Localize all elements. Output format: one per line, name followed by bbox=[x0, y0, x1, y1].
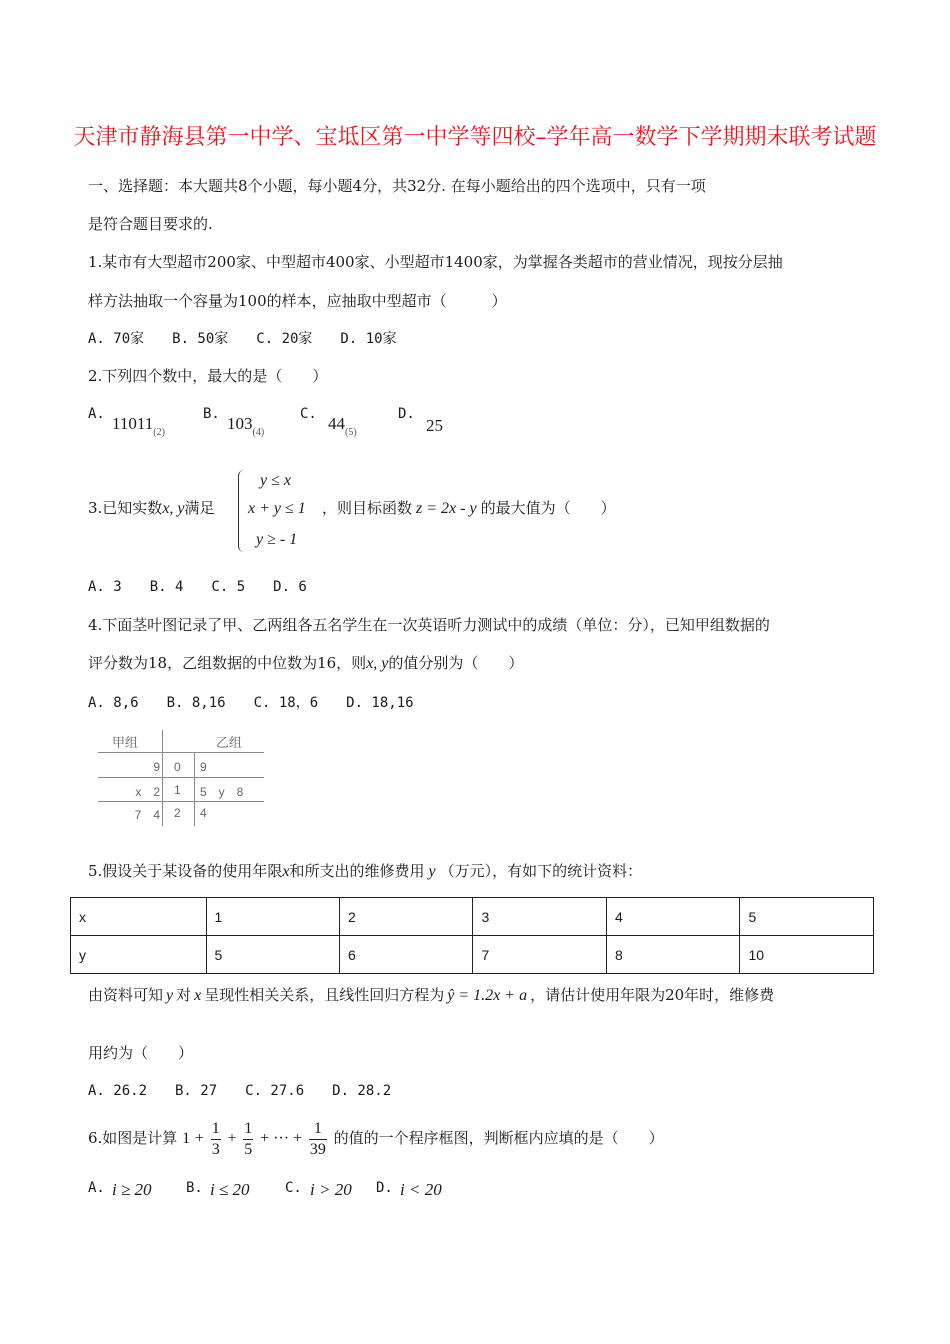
stem-leaf-stem: 2 bbox=[174, 806, 181, 820]
stem-leaf-divider bbox=[194, 752, 195, 826]
stem-leaf-right-leaves: 9 bbox=[200, 760, 207, 774]
fraction-numerator: 1 bbox=[243, 1119, 253, 1140]
table-cell: 6 bbox=[339, 936, 472, 974]
table-row bbox=[71, 898, 874, 936]
q6-plus: + bbox=[227, 1130, 237, 1147]
q2-option-a-value: 11011 bbox=[112, 414, 154, 433]
q6-line bbox=[88, 1118, 664, 1160]
q6-option-a-value: i ≥ 20 bbox=[112, 1180, 152, 1199]
stem-leaf-right-header: 乙组 bbox=[216, 735, 243, 750]
stem-leaf-rule bbox=[98, 777, 264, 778]
table-cell: 4 bbox=[606, 898, 739, 936]
q6-fraction-1-3 bbox=[211, 1119, 221, 1160]
table-cell: 3 bbox=[473, 898, 606, 936]
q5-after-c: 呈现性相关关系，且线性回归方程为 bbox=[204, 986, 445, 1004]
q5-text-b: 和所支出的维修费用 bbox=[289, 862, 425, 880]
q2-option-c-value: 44 bbox=[328, 414, 345, 433]
q3-objective-function: z = 2x - y bbox=[416, 500, 477, 517]
q6-option-d-label: D. bbox=[376, 1180, 393, 1196]
section-instructions-line1: 一、选择题：本大题共8个小题，每小题4分，共32分. 在每小题给出的四个选项中，只有一项 bbox=[88, 177, 706, 195]
q1-options: A. 70家 B. 50家 C. 20家 D. 10家 bbox=[88, 331, 397, 347]
q5-after-var-x: x bbox=[194, 987, 202, 1004]
table-cell: x bbox=[71, 898, 207, 936]
table-cell: 1 bbox=[206, 898, 339, 936]
q3-line bbox=[88, 498, 215, 519]
q3-condition-3: y ≥ - 1 bbox=[256, 531, 298, 548]
table-cell: y bbox=[71, 936, 207, 974]
q5-after-line2: 用约为（ ） bbox=[88, 1044, 194, 1062]
q2-option-a-label: A. bbox=[88, 406, 105, 422]
stem-leaf-stem: 0 bbox=[174, 760, 181, 774]
stem-leaf-rule bbox=[98, 801, 264, 802]
q3-system-brace bbox=[238, 470, 247, 552]
q3-prefix: 3.已知实数 bbox=[88, 499, 163, 517]
q5-regression-equation: ŷ = 1.2x + a bbox=[447, 987, 528, 1004]
q5-after-d: ，请估计使用年限为20年时，维修费 bbox=[530, 986, 775, 1004]
page-title: 天津市静海县第一中学、宝坻区第一中学等四校–学年高一数学下学期期末联考试题 bbox=[73, 125, 877, 150]
q5-var-y: y bbox=[428, 863, 436, 880]
q3-vars: x, y bbox=[162, 500, 185, 517]
fraction-denominator: 5 bbox=[244, 1140, 253, 1158]
stem-leaf-right-leaves: 5 y 8 bbox=[200, 785, 244, 799]
q2-option-c-label: C. bbox=[300, 406, 317, 422]
stem-leaf-divider bbox=[162, 730, 163, 826]
q2-option-d-label: D. bbox=[398, 406, 415, 422]
section-instructions-line2: 是符合题目要求的. bbox=[88, 215, 213, 233]
q1-text-line2: 样方法抽取一个容量为100的样本，应抽取中型超市（ ） bbox=[88, 292, 507, 310]
q6-fraction-1-5 bbox=[243, 1119, 253, 1160]
q2-option-a bbox=[112, 414, 165, 438]
stem-leaf-left-leaves: 7 4 bbox=[134, 808, 160, 822]
q2-option-d-value: 25 bbox=[426, 416, 443, 435]
q2-option-b-value: 103 bbox=[227, 414, 253, 433]
q5-text-a: 5.假设关于某设备的使用年限 bbox=[88, 862, 283, 880]
q6-term-one: 1 bbox=[182, 1130, 191, 1147]
table-cell: 5 bbox=[740, 898, 874, 936]
q6-option-c-label: C. bbox=[285, 1180, 302, 1196]
stem-leaf-left-leaves: 9 bbox=[153, 760, 160, 774]
q5-var-x: x bbox=[282, 863, 290, 880]
q6-suffix: 的值的一个程序框图，判断框内应填的是（ ） bbox=[333, 1129, 664, 1147]
stem-leaf-plot bbox=[98, 730, 264, 830]
stem-leaf-rule bbox=[98, 752, 264, 753]
q4-vars: x, y bbox=[366, 655, 389, 672]
table-cell: 2 bbox=[339, 898, 472, 936]
q6-fraction-1-39 bbox=[309, 1119, 327, 1160]
table-cell: 5 bbox=[206, 936, 339, 974]
q2-option-b-base: (4) bbox=[252, 427, 265, 438]
q3-suffix: 的最大值为（ ） bbox=[480, 499, 616, 517]
q2-text: 2.下列四个数中，最大的是（ ） bbox=[88, 367, 328, 385]
stem-leaf-right-leaves: 4 bbox=[200, 806, 207, 820]
stem-leaf-left-header: 甲组 bbox=[112, 735, 139, 750]
q3-mid: 满足 bbox=[184, 499, 215, 517]
q5-options: A. 26.2 B. 27 C. 27.6 D. 28.2 bbox=[88, 1083, 392, 1099]
table-cell: 8 bbox=[606, 936, 739, 974]
q5-after-line1 bbox=[88, 985, 774, 1006]
q5-after-b: 对 bbox=[176, 986, 192, 1004]
q5-data-table bbox=[70, 897, 874, 974]
q5-text-c: （万元），有如下的统计资料： bbox=[439, 862, 643, 880]
q6-option-d-value: i < 20 bbox=[400, 1180, 442, 1199]
q4-text-part-a: 评分数为18，乙组数据的中位数为16，则 bbox=[88, 654, 367, 672]
table-row bbox=[71, 936, 874, 974]
q5-after-a: 由资料可知 bbox=[88, 986, 164, 1004]
table-cell: 7 bbox=[473, 936, 606, 974]
table-cell: 10 bbox=[740, 936, 874, 974]
q5-text bbox=[88, 861, 642, 882]
q3-after: ，则目标函数 bbox=[322, 499, 413, 517]
q2-option-b-label: B. bbox=[203, 406, 220, 422]
stem-leaf-left-leaves: x 2 bbox=[135, 785, 160, 799]
fraction-denominator: 39 bbox=[309, 1140, 326, 1158]
q2-option-a-base: (2) bbox=[153, 427, 165, 438]
q6-option-a-label: A. bbox=[88, 1180, 105, 1196]
q6-ellipsis: + ··· + bbox=[260, 1130, 303, 1147]
fraction-numerator: 1 bbox=[309, 1119, 327, 1140]
q4-text-line1: 4.下面茎叶图记录了甲、乙两组各五名学生在一次英语听力测试中的成绩（单位：分），已知甲组数据的 bbox=[88, 616, 770, 634]
fraction-numerator: 1 bbox=[211, 1119, 221, 1140]
stem-leaf-stem: 1 bbox=[174, 783, 181, 797]
q2-option-c bbox=[328, 414, 357, 438]
q4-options: A. 8,6 B. 8,16 C. 18，6 D. 18,16 bbox=[88, 695, 414, 711]
q3-options: A. 3 B. 4 C. 5 D. 6 bbox=[88, 579, 307, 595]
q3-condition-2: x + y ≤ 1 bbox=[248, 500, 306, 517]
q4-text-line2 bbox=[88, 653, 523, 674]
q3-line-rest bbox=[322, 498, 616, 519]
fraction-denominator: 3 bbox=[211, 1140, 220, 1158]
q6-plus: + bbox=[194, 1130, 204, 1147]
q6-option-b-label: B. bbox=[186, 1180, 203, 1196]
q6-prefix: 6.如图是计算 bbox=[88, 1129, 178, 1147]
q4-text-part-b: 的值分别为（ ） bbox=[388, 654, 524, 672]
q1-text-line1: 1.某市有大型超市200家、中型超市400家、小型超市1400家，为掌握各类超市的营业情况，现按分层抽 bbox=[88, 253, 783, 271]
q2-option-c-base: (5) bbox=[345, 427, 357, 438]
q6-option-c-value: i > 20 bbox=[310, 1180, 352, 1199]
q3-condition-1: y ≤ x bbox=[260, 472, 291, 489]
q2-option-b bbox=[227, 414, 265, 438]
q6-option-b-value: i ≤ 20 bbox=[210, 1180, 250, 1199]
q5-after-var-y: y bbox=[166, 987, 174, 1004]
